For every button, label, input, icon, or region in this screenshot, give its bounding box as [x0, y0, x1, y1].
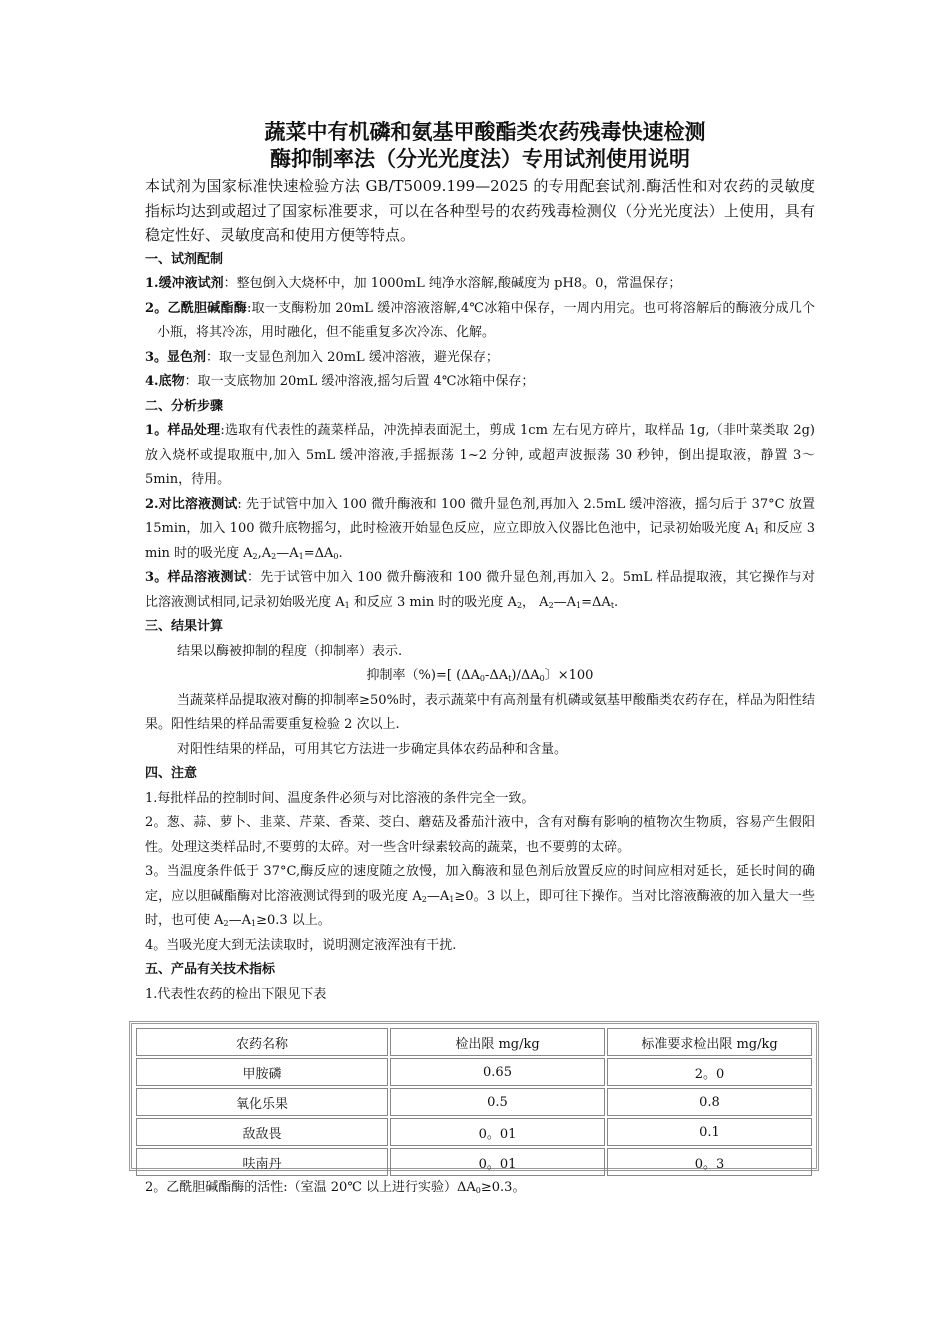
item-text: : 先于试管中加入 100 微升酶液和 100 微升显色剂,再加入 2.5mL 缓冲溶液，摇匀后于 37°C 放置 15min，加入 100 微升底物摇匀，此时检液开始显色反应，应立即放入仪器比色池中，记录初始吸光度 A [145, 496, 815, 536]
table-cell: 0。3 [607, 1148, 812, 1176]
note-text: ≥0.3 以上。 [256, 913, 331, 928]
item-text: ,A [257, 545, 272, 561]
section-3-heading: 三、结果计算 [145, 619, 224, 634]
after-table-text [145, 1176, 815, 1201]
note-4: 4。当吸光度大到无法读取时，说明测定液浑浊有干扰. [145, 937, 457, 953]
intro-paragraph: 本试剂为国家标准快速检验方法 GB/T5009.199—2025 的专用配套试剂.酶活性和对农药的灵敏度指标均达到或超过了国家标准要求，可以在各种型号的农药残毒检测仪（分光光度法）上使用，具有稳定性好、灵敏度高和使用方便等特点。 [145, 177, 815, 244]
subscript: 2 [252, 551, 258, 561]
note-2: 2。葱、蒜、萝卜、韭菜、芹菜、香菜、茭白、蘑菇及番茄汁液中，含有对酶有影响的植物次生物质，容易产生假阳性。处理这类样品时,不要剪的太碎。对一些含叶绿素较高的蔬菜，也不要剪的太碎。 [145, 815, 815, 855]
subscript: 0 [333, 551, 339, 561]
inhibition-formula [145, 664, 815, 689]
table-cell: 0.1 [607, 1118, 812, 1146]
table-cell: 0。01 [390, 1148, 605, 1176]
table-cell: 呋南丹 [136, 1148, 388, 1176]
section-4-heading: 四、注意 [145, 766, 198, 781]
note-1: 1.每批样品的控制时间、温度条件必须与对比溶液的条件完全一致。 [145, 790, 535, 806]
item-label: 3。显色剂 [145, 349, 207, 365]
section-2-item-3 [145, 566, 815, 615]
item-label: 3。样品溶液测试 [145, 570, 247, 585]
subscript: 0 [539, 674, 545, 683]
item-text: —A [276, 545, 299, 561]
section-5-sub-2 [145, 1176, 815, 1201]
formula-text: )/ΔA [511, 668, 540, 683]
section-1-item-4 [145, 370, 815, 395]
document-title-line-2: 酶抑制率法（分光光度法）专用试剂使用说明 [270, 146, 690, 171]
table-cell: 0.5 [390, 1088, 605, 1116]
section-1-heading: 一、试剂配制 [145, 251, 224, 267]
subscript: 1 [449, 894, 455, 904]
note-text: 3。当温度条件低于 37°C,酶反应的速度随之放慢，加入酶液和显色剂后放置反应的时间应相对延长，延长时间的确定，应以胆碱酯酶对比溶液测试得到的吸光度 A [145, 864, 815, 904]
item-text: 和反应 3 min 时的吸光度 A [145, 521, 815, 561]
table-header-row [136, 1028, 812, 1056]
document-body [145, 118, 815, 1007]
item-text: ， A [522, 594, 549, 610]
section-3-line-2: 当蔬菜样品提取液对酶的抑制率≥50%时，表示蔬菜中有高剂量有机磷或氨基甲酸酯类农药存在，样品为阳性结果。阳性结果的样品需要重复检验 2 次以上. [145, 692, 815, 732]
formula-text: 抑制率（%)=[ (ΔA [366, 668, 480, 683]
table-row [136, 1058, 812, 1086]
item-text: —A [553, 594, 577, 610]
item-text: ：整包倒入大烧杯中，加 1000mL 纯净水溶解,酸碱度为 pH8。0，常温保存； [223, 276, 682, 291]
table-row [136, 1088, 812, 1116]
subscript: 1 [344, 600, 350, 610]
item-text: ：取一支底物加 20mL 缓冲溶液,摇匀后置 4℃冰箱中保存； [184, 374, 535, 389]
subscript: 0 [475, 1186, 481, 1195]
formula-text: -ΔA [485, 668, 509, 683]
item-text: :取一支酶粉加 20mL 缓冲溶液溶解,4℃冰箱中保存，一周内用完。也可将溶解后的酶液分成几个小瓶，将其冷冻，用时融化，但不能重复多次冷冻、化解。 [157, 300, 816, 340]
item-text: . [338, 545, 343, 561]
table-header-cell: 标准要求检出限 mg/kg [607, 1028, 812, 1056]
table-row [136, 1148, 812, 1176]
item-label: 1.缓冲液试剂 [145, 276, 224, 291]
note-text: ≥0。3 以上，即可往下操作。当对比溶液酶液的加入量大一些时，也可使 A [145, 888, 815, 928]
subscript: 2 [548, 600, 554, 610]
subscript: 2 [421, 894, 427, 904]
section-2-heading: 二、分析步骤 [145, 398, 224, 414]
item-text: ：先于试管中加入 100 微升酶液和 100 微升显色剂,再加入 2。5mL 样品提取液，其它操作与对比溶液测试相同,记录初始吸光度 A [145, 570, 816, 610]
item-label: 2.对比溶液测试 [145, 496, 238, 512]
detection-limit-table-frame [129, 1021, 819, 1171]
item-label: 4.底物 [145, 374, 185, 389]
section-3-line-3: 对阳性结果的样品，可用其它方法进一步确定具体农药品种和含量。 [177, 741, 568, 757]
section-5-sub-1: 1.代表性农药的检出下限见下表 [145, 986, 327, 1002]
item-text: :选取有代表性的蔬菜样品，冲洗掉表面泥土，剪成 1cm 左右见方碎片，取样品 1g,（非叶菜类取 2g)放入烧杯或提取瓶中,加入 5mL 缓冲溶液,手摇振荡 1~2 分钟, 或超声波振荡 30 秒钟，倒出提取液，静置 3～5min，待用。 [145, 423, 815, 487]
subscript: 1 [298, 551, 304, 561]
table-row [136, 1118, 812, 1146]
item-text: ：取一支显色剂加入 20mL 缓冲溶液，避光保存； [206, 349, 499, 365]
item-text: 和反应 3 min 时的吸光度 A [349, 594, 517, 610]
section-3-line-1: 结果以酶被抑制的程度（抑制率）表示. [177, 643, 403, 659]
detection-limit-table [134, 1026, 814, 1178]
subscript: 1 [251, 919, 257, 928]
document-title-line-1: 蔬菜中有机磷和氨基甲酸酯类农药残毒快速检测 [264, 119, 706, 144]
subscript: t [610, 600, 615, 610]
table-cell: 敌敌畏 [136, 1118, 388, 1146]
table-header-cell: 农药名称 [136, 1028, 388, 1056]
item-label: 2。乙酰胆碱酯酶 [145, 300, 247, 316]
item-text: =ΔA [303, 545, 334, 561]
note-text: —A [426, 888, 450, 904]
formula-text: 〕×100 [544, 668, 594, 683]
table-cell: 0。01 [390, 1118, 605, 1146]
table-cell: 氧化乐果 [136, 1088, 388, 1116]
item-text: =ΔA [581, 594, 611, 610]
subscript: 2 [271, 551, 277, 561]
table-cell: 0.65 [390, 1058, 605, 1086]
subscript: 1 [754, 527, 760, 536]
section-2-item-2 [145, 493, 815, 567]
note-text: —A [228, 913, 252, 928]
section-1-item-3 [145, 346, 815, 371]
table-cell: 0.8 [607, 1088, 812, 1116]
item-label: 1。样品处理 [145, 423, 221, 438]
note-3 [145, 860, 815, 934]
item-text: . [614, 594, 619, 610]
subscript: 2 [516, 600, 523, 610]
subscript: 1 [576, 600, 582, 610]
section-1-item-1 [145, 272, 815, 297]
section-5-heading: 五、产品有关技术指标 [145, 962, 276, 977]
sub-text: ≥0.3。 [480, 1180, 526, 1195]
subscript: 2 [223, 919, 229, 928]
subscript: t [508, 674, 512, 683]
subscript: 0 [479, 674, 486, 683]
table-cell: 甲胺磷 [136, 1058, 388, 1086]
sub-text: 2。乙酰胆碱酯酶的活性:（室温 20℃ 以上进行实验）ΔA [145, 1180, 476, 1195]
section-1-item-2 [145, 297, 815, 346]
table-cell: 2。0 [607, 1058, 812, 1086]
table-header-cell: 检出限 mg/kg [390, 1028, 605, 1056]
section-2-item-1 [145, 419, 815, 493]
